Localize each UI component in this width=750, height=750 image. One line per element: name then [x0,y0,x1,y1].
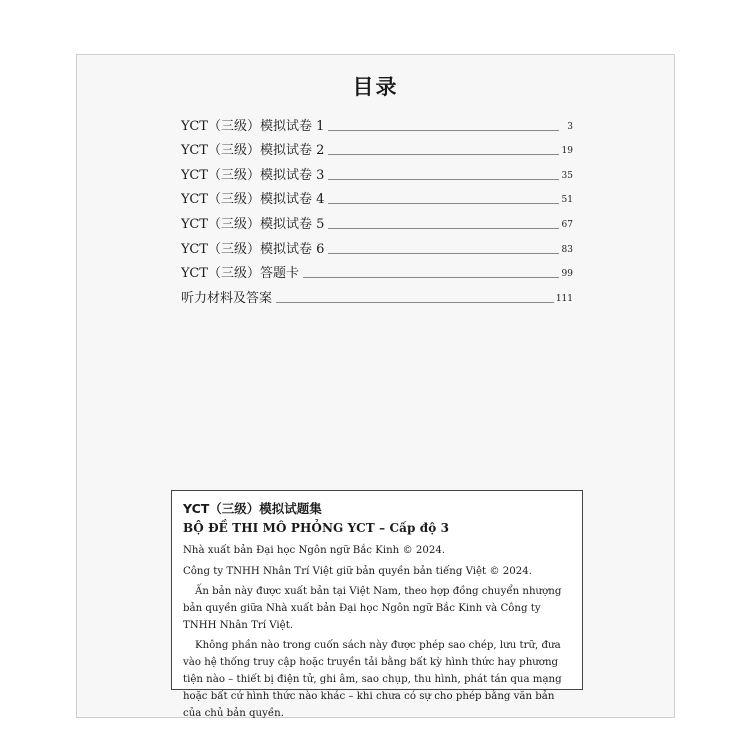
toc-entry[interactable] [181,185,573,210]
toc-leader-line [328,178,559,180]
toc-entry-page: 67 [561,219,573,230]
book-page [76,54,675,718]
toc-entry-page: 51 [561,195,573,206]
toc-entry-page: 99 [561,269,573,280]
publication-agreement-text: Ấn bản này được xuất bản tại Việt Nam, theo hợp đồng chuyển nhượng bản quyền giữa Nhà xuất bản Đại học Ngôn ngữ Bắc Kinh và Công ty TNHH Nhân Trí Việt. [183,586,562,631]
toc-entry-label: 听力材料及答案 [181,290,273,306]
toc-entry-page: 19 [561,146,573,157]
toc-entry[interactable] [181,111,573,136]
vietnamese-rights-holder: Công ty TNHH Nhân Trí Việt giữ bản quyền bản tiếng Việt © 2024. [183,566,532,577]
publisher-copyright: Nhà xuất bản Đại học Ngôn ngữ Bắc Kinh © 2024. [183,545,446,556]
toc-leader-line [328,129,559,131]
toc-entry-page: 35 [561,170,573,181]
toc-entry-label: YCT（三级）模拟试卷 1 [181,118,325,134]
table-of-contents [181,111,573,308]
toc-leader-line [328,202,559,204]
toc-leader-line [328,252,559,254]
toc-entry-page: 83 [561,244,573,255]
toc-leader-line [328,153,559,155]
toc-entry[interactable] [181,259,573,284]
toc-leader-line [276,301,554,303]
book-title-chinese: YCT（三级）模拟试题集 [183,501,322,516]
book-title-vietnamese: BỘ ĐỀ THI MÔ PHỎNG YCT – Cấp độ 3 [183,521,450,535]
toc-entry-page: 3 [567,121,573,132]
copyright-box [171,490,583,719]
toc-entry[interactable] [181,160,573,185]
reproduction-notice-text: Không phần nào trong cuốn sách này được phép sao chép, lưu trữ, đưa vào hệ thống truy cập hoặc truyền tải bằng bất kỳ hình thức hay phương tiện nào – thiết bị điện tử, ghi âm, sao chụp, thu hình, phát tán qua mạng hoặc bất cứ hình thức nào khác – khi chưa có sự cho phép bằng văn bản của chủ bản quyền. [183,640,562,719]
toc-leader-line [303,276,559,278]
toc-entry[interactable] [181,234,573,259]
toc-entry-page: 111 [555,293,573,304]
toc-entry-label: YCT（三级）模拟试卷 2 [181,143,325,159]
toc-entry-label: YCT（三级）答题卡 [181,266,299,282]
toc-entry[interactable] [181,209,573,234]
toc-entry[interactable] [181,283,573,308]
toc-entry-label: YCT（三级）模拟试卷 4 [181,192,325,208]
toc-entry-label: YCT（三级）模拟试卷 5 [181,216,325,232]
toc-entry-label: YCT（三级）模拟试卷 3 [181,167,325,183]
toc-entry-label: YCT（三级）模拟试卷 6 [181,241,325,257]
toc-title: 目录 [352,75,399,99]
toc-entry[interactable] [181,136,573,161]
toc-leader-line [328,227,559,229]
